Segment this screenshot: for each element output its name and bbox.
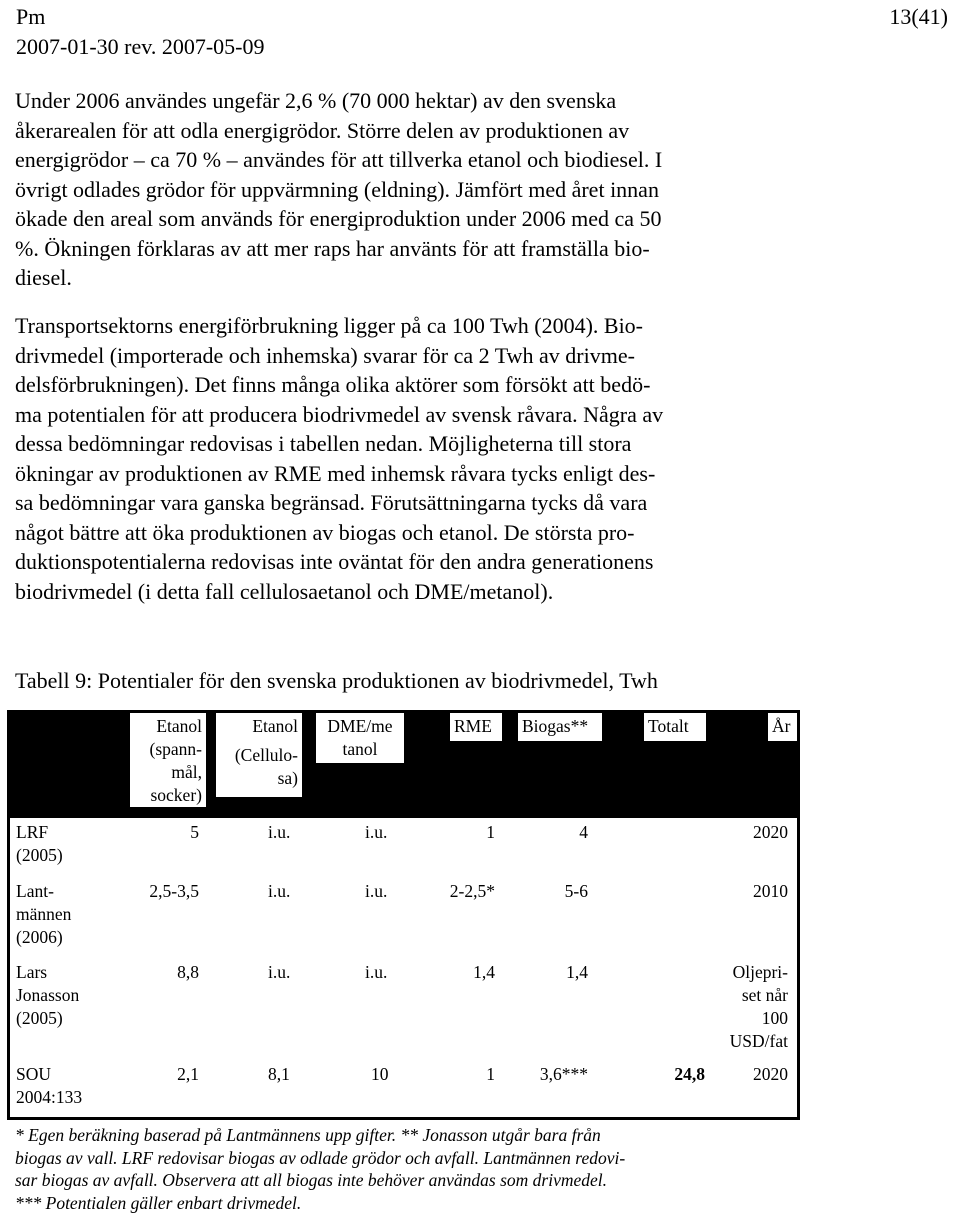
- header-line: DME/me: [327, 716, 393, 736]
- footnote-line: * Egen beräkning baserad på Lantmännens upp gifter. ** Jonasson utgår bara från: [15, 1125, 601, 1145]
- footnote-line: sar biogas av avfall. Observera att all biogas inte behöver användas som drivmedel.: [15, 1170, 608, 1191]
- cell-biogas: 5-6: [564, 881, 588, 901]
- cell-etanol-grain: 8,8: [177, 962, 199, 982]
- year-line: USD/fat: [729, 1031, 788, 1051]
- text-line: delsförbrukningen). Det finns många olika aktörer som försökt att bedö-: [15, 372, 651, 397]
- text-line: dessa bedömningar redovisas i tabellen nedan. Möjligheterna till stora: [15, 431, 632, 456]
- text-line: ma potentialen för att producera biodrivmedel av svensk råvara. Några av: [15, 401, 664, 427]
- source-line: 2004:133: [16, 1087, 83, 1107]
- year-line: 2010: [753, 881, 788, 901]
- header-line: socker): [150, 785, 202, 805]
- text-line: ökade den areal som används för energiproduktion under 2006 med ca 50: [15, 206, 662, 231]
- cell-etanol-grain: 2,5-3,5: [149, 881, 199, 901]
- table-footnotes: [15, 1124, 625, 1214]
- cell-rme: 1,4: [473, 962, 495, 982]
- year-line: 2020: [753, 822, 788, 842]
- source-line: (2006): [16, 927, 63, 947]
- year-line: Oljepri-: [732, 962, 788, 982]
- year-line: 2020: [753, 1064, 788, 1084]
- cell-biogas: 1,4: [566, 962, 588, 982]
- header-dme: [316, 713, 404, 763]
- cell-etanol-cellulose: i.u.: [268, 962, 291, 982]
- text-line: åkerarealen för att odla energigrödor. Större delen av produktionen av: [15, 117, 630, 143]
- cell-rme: 1: [486, 1064, 495, 1084]
- cell-etanol-grain: 2,1: [177, 1064, 199, 1084]
- cell-dme: i.u.: [365, 822, 388, 842]
- header-etanol-cellulose: [216, 713, 302, 797]
- cell-etanol-cellulose: i.u.: [268, 881, 291, 901]
- revision-date: 2007-01-30 rev. 2007-05-09: [16, 34, 265, 59]
- cell-year: [730, 961, 788, 1053]
- table-caption: Tabell 9: Potentialer för den svenska produktionen av biodrivmedel, Twh: [15, 668, 658, 693]
- cell-biogas: 4: [579, 822, 588, 842]
- source-line: Lars: [16, 962, 48, 982]
- cell-year: [753, 880, 788, 903]
- header-biogas: Biogas**: [518, 713, 602, 741]
- text-line: sa bedömningar vara ganska begränsad. Förutsättningarna tycks då vara: [15, 490, 648, 515]
- page-number: 13(41): [889, 4, 948, 29]
- header-line: Etanol: [156, 716, 202, 736]
- row-source: [16, 880, 71, 949]
- row-source: [16, 1063, 82, 1109]
- cell-biogas: 3,6***: [539, 1064, 588, 1084]
- header-line: (spann-: [149, 739, 202, 759]
- text-line: ökningar av produktionen av RME med inhemsk råvara tycks enligt des-: [15, 460, 656, 486]
- footnote-line: *** Potentialen gäller enbart drivmedel.: [15, 1192, 302, 1213]
- source-line: Jonasson: [16, 985, 80, 1005]
- header-line: tanol: [342, 739, 378, 759]
- source-line: SOU: [16, 1064, 52, 1084]
- footnote-line: biogas av vall. LRF redovisar biogas av odlade grödor och avfall. Lantmännen redovi-: [15, 1147, 626, 1168]
- paragraph-energy-crops: [15, 86, 950, 293]
- potential-table: [7, 710, 800, 1120]
- year-line: 100: [761, 1008, 788, 1028]
- cell-etanol-grain: 5: [190, 822, 199, 842]
- cell-dme: i.u.: [365, 881, 388, 901]
- source-line: LRF: [16, 822, 49, 842]
- text-line: biodrivmedel (i detta fall cellulosaetanol och DME/metanol).: [15, 578, 554, 604]
- cell-etanol-cellulose: i.u.: [268, 822, 291, 842]
- header-line: (Cellulo-: [234, 745, 298, 765]
- table-header: [10, 713, 797, 818]
- cell-dme: 10: [371, 1064, 389, 1084]
- header-rme: RME: [450, 713, 502, 741]
- source-line: männen: [16, 904, 72, 924]
- source-line: (2005): [16, 845, 63, 865]
- text-line: Transportsektorns energiförbrukning ligger på ca 100 Twh (2004). Bio-: [15, 313, 644, 338]
- text-line: duktionspotentialerna redovisas inte oväntat för den andra generationens: [15, 549, 654, 574]
- header-etanol-grain: [130, 713, 206, 807]
- row-source: [16, 961, 79, 1030]
- text-line: drivmedel (importerade och inhemska) svarar för ca 2 Twh av drivme-: [15, 342, 635, 368]
- text-line: energigrödor – ca 70 % – användes för att tillverka etanol och biodiesel. I: [15, 147, 663, 172]
- text-line: något bättre att öka produktionen av biogas och etanol. De största pro-: [15, 519, 635, 545]
- header-line: sa): [277, 768, 298, 788]
- text-line: %. Ökningen förklaras av att mer raps har använts för att framställa bio-: [15, 235, 650, 261]
- cell-year: [753, 821, 788, 844]
- year-line: set når: [741, 985, 788, 1005]
- cell-rme: 1: [486, 822, 495, 842]
- header-line: Etanol: [252, 716, 298, 736]
- cell-year: [753, 1063, 788, 1086]
- text-line: diesel.: [15, 265, 72, 290]
- source-line: (2005): [16, 1008, 63, 1028]
- header-year: År: [768, 713, 797, 741]
- cell-etanol-cellulose: 8,1: [268, 1064, 290, 1084]
- source-line: Lant-: [16, 881, 54, 901]
- text-line: Under 2006 användes ungefär 2,6 % (70 000 hektar) av den svenska: [15, 88, 617, 113]
- text-line: övrigt odlades grödor för uppvärmning (eldning). Jämfört med året innan: [15, 176, 659, 202]
- memo-label: Pm: [16, 4, 46, 29]
- document-header: [16, 2, 264, 62]
- row-source: [16, 821, 63, 867]
- header-total: Totalt: [644, 713, 706, 741]
- paragraph-transport-sector: [15, 311, 950, 606]
- cell-dme: i.u.: [365, 962, 388, 982]
- header-line: mål,: [171, 762, 202, 782]
- cell-total: 24,8: [674, 1064, 705, 1084]
- cell-rme: 2-2,5*: [449, 881, 495, 901]
